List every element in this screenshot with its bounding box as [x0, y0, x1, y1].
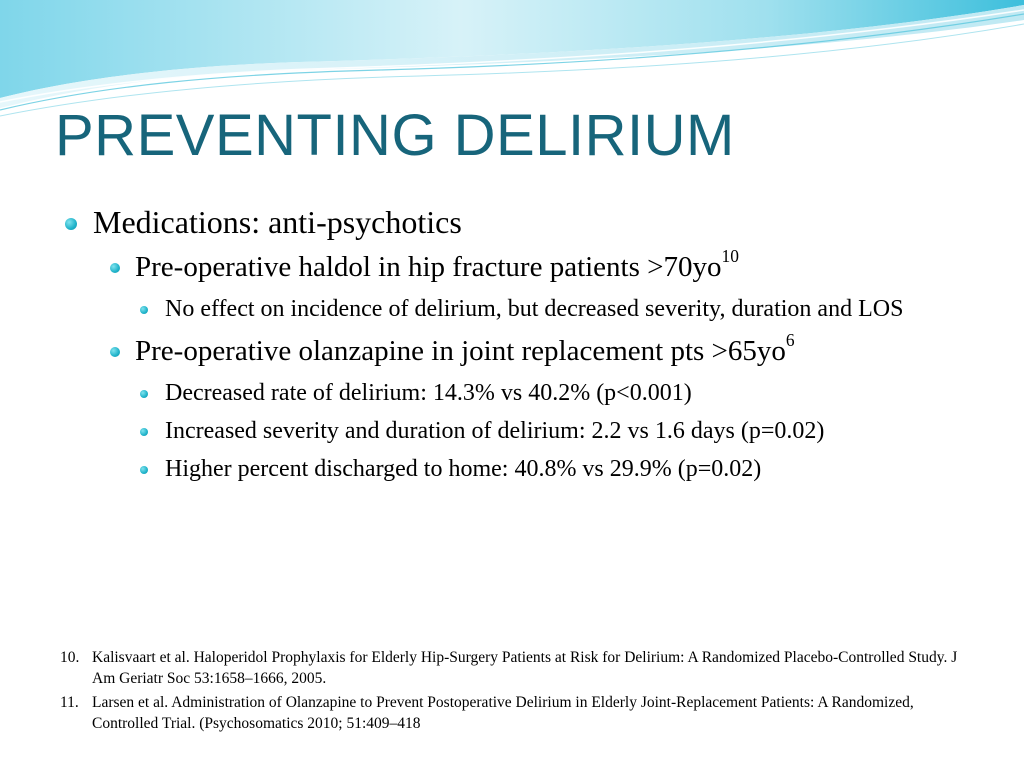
bullet-text: Higher percent discharged to home: 40.8% vs 29.9% (p=0.02) — [165, 456, 762, 482]
bullet-dot-icon — [140, 428, 148, 436]
reference-text: Larsen et al. Administration of Olanzapine to Prevent Postoperative Delirium in Elderly Joint-Replacement Patients: A Randomized, Controlled Trial. (Psychosomatics 2010; 51:409–418 — [92, 694, 914, 732]
bullet-text: Medications: anti-psychotics — [93, 204, 462, 240]
bullet-medications — [60, 202, 960, 242]
bullet-olanzapine — [60, 329, 960, 369]
bullet-dot-icon — [110, 347, 120, 357]
bullet-text: No effect on incidence of delirium, but decreased severity, duration and LOS — [165, 296, 904, 322]
bullet-dot-icon — [110, 263, 120, 273]
bullet-decreased-rate — [60, 377, 960, 410]
bullet-text: Decreased rate of delirium: 14.3% vs 40.2% (p<0.001) — [165, 380, 692, 406]
reference-number: 11. — [60, 694, 79, 711]
bullet-dot-icon — [140, 466, 148, 474]
citation-superscript: 6 — [785, 329, 795, 350]
bullet-haldol — [60, 245, 960, 285]
reference-text: Kalisvaart et al. Haloperidol Prophylaxis for Elderly Hip-Surgery Patients at Risk for Delirium: A Randomized Placebo-Controlled Study. J Am Geriatr Soc 53:1658–1666, 2005. — [92, 649, 958, 687]
bullet-text: Pre-operative haldol in hip fracture patients >70yo — [135, 251, 722, 283]
bullet-discharged-home — [60, 453, 960, 486]
bullet-dot-icon — [140, 390, 148, 398]
references — [60, 647, 960, 737]
bullet-haldol-effect — [60, 293, 960, 326]
slide-title: PREVENTING DELIRIUM — [55, 103, 735, 168]
reference-item — [60, 647, 960, 689]
bullet-text: Pre-operative olanzapine in joint replacement pts >65yo — [135, 335, 786, 367]
bullet-dot-icon — [65, 218, 77, 230]
bullet-text: Increased severity and duration of delirium: 2.2 vs 1.6 days (p=0.02) — [165, 418, 825, 444]
citation-superscript: 10 — [721, 245, 739, 266]
bullet-list — [60, 202, 960, 486]
reference-number: 10. — [60, 649, 80, 666]
bullet-dot-icon — [140, 306, 148, 314]
bullet-content — [60, 202, 960, 491]
bullet-increased-severity — [60, 415, 960, 448]
reference-item — [60, 692, 960, 734]
